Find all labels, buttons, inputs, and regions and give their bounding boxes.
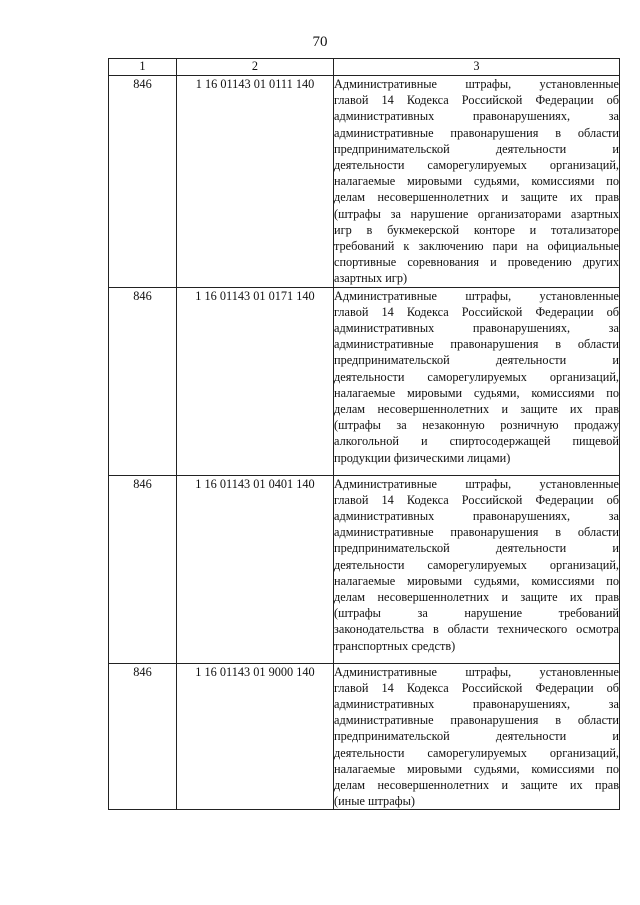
description-line: деятельности саморегулируемых организаций, [334, 745, 619, 760]
description-line: деятельности саморегулируемых организаций, [334, 557, 619, 572]
description-line: азартных игр) [334, 271, 408, 286]
description-line: предпринимательской деятельности и [334, 141, 619, 156]
description-line: делам несовершеннолетних и защите их прав [334, 590, 619, 605]
description-line: административных правонарушениях, за [334, 109, 619, 124]
description-cell [334, 287, 620, 475]
table-header-row [109, 59, 620, 76]
description-cell [334, 76, 620, 288]
description-line: Административные штрафы, установленные [334, 288, 619, 303]
description-line: налагаемые мировыми судьями, комиссиями по [334, 174, 619, 189]
description-line: административных правонарушениях, за [334, 321, 619, 336]
kbk-code-cell: 1 16 01143 01 0401 140 [177, 475, 334, 663]
description-line: деятельности саморегулируемых организаций, [334, 158, 619, 173]
table-body [109, 76, 620, 810]
description-line: продукции физическими лицами) [334, 450, 511, 465]
description-line: делам несовершеннолетних и защите их прав [334, 402, 619, 417]
description-line: предпринимательской деятельности и [334, 353, 619, 368]
description-line: транспортных средств) [334, 638, 456, 653]
description-line: главой 14 Кодекса Российской Федерации об [334, 93, 619, 108]
kbk-code-cell: 1 16 01143 01 9000 140 [177, 663, 334, 810]
description-line: требований к заключению пари на официальные [334, 239, 619, 254]
admin-code-cell: 846 [109, 287, 177, 475]
description-line: налагаемые мировыми судьями, комиссиями по [334, 761, 619, 776]
description-line: административные правонарушения в области [334, 125, 619, 140]
description-line: Административные штрафы, установленные [334, 77, 619, 91]
column-header-1: 1 [109, 59, 177, 76]
description-line: игр в букмекерской конторе и тотализаторе [334, 222, 619, 237]
description-line: главой 14 Кодекса Российской Федерации об [334, 304, 619, 319]
description-line: главой 14 Кодекса Российской Федерации об [334, 492, 619, 507]
description-line: административных правонарушениях, за [334, 697, 619, 712]
description-line: делам несовершеннолетних и защите их прав [334, 190, 619, 205]
description-line: главой 14 Кодекса Российской Федерации об [334, 680, 619, 695]
table-row [109, 475, 620, 663]
description-line: административные правонарушения в области [334, 713, 619, 728]
description-cell [334, 475, 620, 663]
table-row [109, 663, 620, 810]
description-line: (штрафы за незаконную розничную продажу [334, 418, 619, 433]
description-line: административные правонарушения в области [334, 525, 619, 540]
description-line: (иные штрафы) [334, 794, 415, 809]
description-line: деятельности саморегулируемых организаций, [334, 369, 619, 384]
table-row [109, 287, 620, 475]
description-cell [334, 663, 620, 810]
description-line: спортивные соревнования и проведению других [334, 255, 619, 270]
column-header-3: 3 [334, 59, 620, 76]
description-line: предпринимательской деятельности и [334, 729, 619, 744]
kbk-code-cell: 1 16 01143 01 0111 140 [177, 76, 334, 288]
description-line: законодательства в области технического осмотра [334, 622, 619, 637]
column-header-2: 2 [177, 59, 334, 76]
table-row [109, 76, 620, 288]
admin-code-cell: 846 [109, 475, 177, 663]
description-line: предпринимательской деятельности и [334, 541, 619, 556]
description-line: налагаемые мировыми судьями, комиссиями по [334, 573, 619, 588]
page-number: 70 [312, 34, 328, 50]
description-line: административных правонарушениях, за [334, 509, 619, 524]
description-line: налагаемые мировыми судьями, комиссиями по [334, 385, 619, 400]
kbk-code-cell: 1 16 01143 01 0171 140 [177, 287, 334, 475]
description-line: (штрафы за нарушение организаторами азартных [334, 206, 619, 221]
description-line: Административные штрафы, установленные [334, 664, 619, 679]
admin-code-cell: 846 [109, 663, 177, 810]
description-line: административные правонарушения в области [334, 337, 619, 352]
admin-code-cell: 846 [109, 76, 177, 288]
description-line: (штрафы за нарушение требований [334, 606, 619, 621]
description-line: Административные штрафы, установленные [334, 476, 619, 491]
description-line: алкогольной и спиртосодержащей пищевой [334, 434, 619, 449]
budget-codes-table [108, 58, 620, 810]
description-line: делам несовершеннолетних и защите их прав [334, 778, 619, 793]
